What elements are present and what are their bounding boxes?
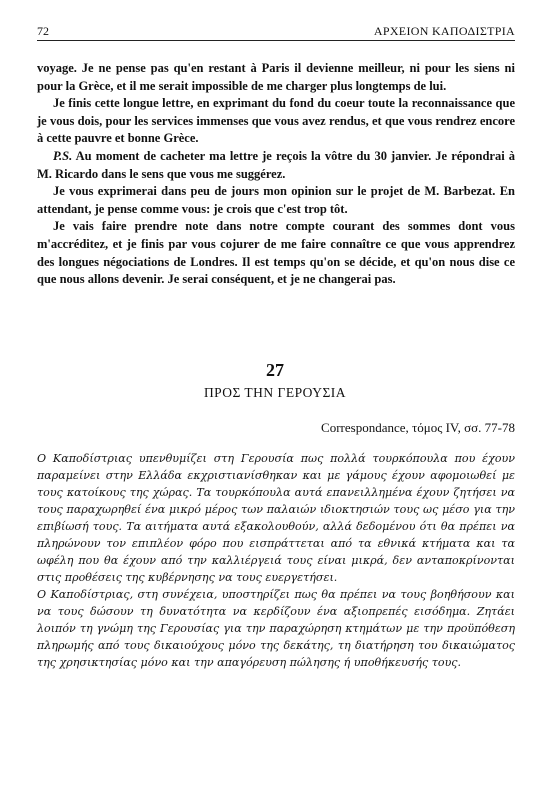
page-header [37,22,515,41]
letter-postscript [37,148,515,183]
letter-paragraph: Je vais faire prendre note dans notre compte courant des sommes dont vous m'accréditez, et je finis par vous cojurer de me faire connaître ce que vous apprendrez des longues négociations de Londres. Il est temps qu'on se décide, et qu'on nous dise ce que nous allons devenir. Je serai conséquent, et je ne changerai pas. [37,219,515,287]
document-title: ΠΡΟΣ ΤΗΝ ΓΕΡΟΥΣΙΑ [203,385,347,400]
source-reference: Correspondance, τόμος IV, σσ. 77-78 [321,420,515,435]
letter-paragraph: Je finis cette longue lettre, en exprimant du fond du coeur toute la reconnaissance que je vous dois, pour les services immenses que vous avez rendus, et que vous rendrez encore à cette pauvre et bonne Grèce. [37,96,515,146]
running-head: ΑΡΧΕΙΟΝ ΚΑΠΟΔΙΣΤΡΙΑ [373,24,515,38]
letter-text [37,60,515,289]
postscript-text: Au moment de cacheter ma lettre je reçois la vôtre du 30 janvier. Je répondrai à M. Ricardo dans le sens que vous me suggérez. [37,148,515,181]
page-number: 72 [37,24,49,38]
letter-paragraph: Je vous exprimerai dans peu de jours mon opinion sur le projet de M. Barbezat. En attendant, je pense comme vous: je crois que c'est trop tôt. [37,184,515,216]
postscript-mark: P.S. [53,148,73,163]
summary-paragraph: Ο Καποδίστριας υπενθυμίζει στη Γερουσία πως πολλά τουρκόπουλα που έχουν παραμείνει στην Ελλάδα εκχριστιανίσθηκαν και με γάμους έχουν αφομοιωθεί με τους κατοίκους της χώρας. Τα τουρκόπουλα αυτά επανειλλημένα έχουν ζητήσει να τους παραχωρηθεί ένα μικρό μέρος των παλαιών ιδιοκτησιών τους ως μέσο για την επιβίωσή τους. Τα αιτήματα αυτά εξακολουθούν, αλλά δεδομένου ότι θα πρέπει να πληρώνουν τον επιπλέον φόρο που εισπράττεται από τα εθνικά κτήματα και τα ωφέλη που θα έχουν από την καλλιέργειά τους είναι μικρά, δεν ανταποκρίνονται στις προθέσεις της κυβέρνησης να τους ευεργετήσει. [37,452,515,584]
letter-paragraph: voyage. Je ne pense pas qu'en restant à Paris il devienne meilleur, ni pour les siens ni pour la Grèce, et il me serait impossible de me charger plus longtemps de lui. [37,61,515,93]
summary-text [37,450,515,671]
document-number: 27 [266,360,284,380]
summary-paragraph: Ο Καποδίστριας, στη συνέχεια, υποστηρίζει πως θα πρέπει να τους βοηθήσουν και να τους δώσουν τη δυνατότητα να κερδίζουν ένα αξιοπρεπές εισόδημα. Ζητάει λοιπόν τη γνώμη της Γερουσίας για την παραχώρηση κτημάτων με την προϋπόθεση πληρωμής από τους δικαιούχους μόνο της δεκάτης, τη διατήρηση του δικαιώματος της χρησικτησίας μόνο και την απαγόρευση πώλησης ή υποθήκευσής τους. [37,588,515,669]
